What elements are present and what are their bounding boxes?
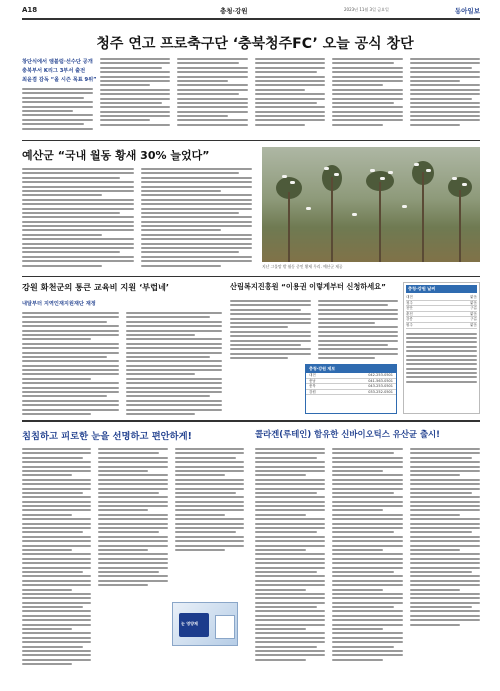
section-divider bbox=[22, 140, 480, 141]
lead-line: 창단식에서 엠블럼·선수단 공개 bbox=[22, 59, 93, 65]
gangwon-headline: 강원 화천군의 통큰 교육비 지원 ‘부럽네’ bbox=[22, 282, 170, 292]
issue-date: 2023년 11월 3일 금요일 bbox=[344, 7, 389, 12]
right-ad-headline: 콜라겐(루테인) 함유한 신바이오틱스 유산균 출시! bbox=[255, 429, 440, 439]
text-column bbox=[100, 58, 171, 134]
text-column bbox=[98, 448, 167, 680]
weather-row: 원주 맑음 bbox=[406, 322, 477, 327]
header-rule bbox=[22, 18, 480, 20]
weather-row: 천안 구름 bbox=[406, 306, 477, 311]
right-ad-body bbox=[255, 448, 480, 680]
stork-photo-caption: 지난 그물망 밖 월동 중인 황새 무리. 예산군 제공 bbox=[262, 264, 343, 269]
newspaper-logo: 동아일보 bbox=[454, 7, 480, 15]
product-package bbox=[172, 602, 238, 646]
weather-row: 강릉 구름 bbox=[406, 317, 477, 322]
section-divider bbox=[22, 276, 480, 277]
text-column bbox=[255, 58, 326, 134]
contact-box bbox=[305, 364, 397, 414]
text-column bbox=[22, 312, 119, 417]
text-column bbox=[141, 168, 253, 268]
lead-line: 최윤겸 감독 “올 시즌 목표 9위” bbox=[22, 77, 97, 83]
weather-box bbox=[403, 282, 480, 414]
forest-headline: 산림복지진흥원 “이용권 이렇게부터 신청하세요” bbox=[230, 282, 386, 291]
weather-row: 대전 맑음 bbox=[406, 295, 477, 299]
text-column bbox=[230, 300, 311, 360]
text-column bbox=[22, 88, 93, 134]
top-article-body bbox=[22, 88, 480, 134]
top-headline: 청주 연고 프로축구단 ‘충북청주FC’ 오늘 공식 창단 bbox=[96, 36, 414, 52]
text-column bbox=[126, 312, 223, 417]
lead-line: 충북부서 K리그 3부서 출전 bbox=[22, 68, 86, 74]
stork-headline: 예산군 “국내 월동 황새 30% 늘었다” bbox=[22, 149, 210, 162]
text-column bbox=[318, 300, 399, 360]
ad-divider bbox=[22, 420, 480, 422]
contact-row: 대전 042-253-0501 bbox=[306, 373, 396, 379]
text-column bbox=[332, 448, 402, 680]
text-column bbox=[410, 58, 481, 134]
stork-article-body bbox=[22, 168, 252, 268]
weather-row: 청주 맑음 bbox=[406, 300, 477, 305]
weather-title: 충청·강원 날씨 bbox=[406, 285, 477, 293]
section-name: 충청·강원 bbox=[220, 7, 248, 15]
contact-box-title: 충청·강원 제보 bbox=[306, 365, 396, 373]
weather-row: 춘천 맑음 bbox=[406, 311, 477, 316]
text-column bbox=[177, 58, 248, 134]
product-label: 눈 영양제 bbox=[181, 621, 198, 626]
text-column bbox=[255, 448, 325, 680]
gangwon-article-body bbox=[22, 312, 222, 417]
forest-article-body bbox=[230, 300, 398, 360]
weather-table-lines bbox=[406, 333, 477, 383]
gangwon-lead: 내달부터 지역인재지원재단 재정 bbox=[22, 301, 96, 307]
contact-row: 충북 043-253-0501 bbox=[306, 384, 396, 390]
text-column bbox=[332, 58, 403, 134]
contact-row: 강원 033-252-0501 bbox=[306, 390, 396, 396]
text-column bbox=[22, 168, 134, 268]
page-number: A18 bbox=[22, 6, 38, 14]
stork-photo bbox=[262, 147, 480, 262]
text-column bbox=[410, 448, 480, 680]
page-header bbox=[22, 6, 480, 18]
left-ad-headline: 침침하고 피로한 눈을 선명하고 편안하게! bbox=[22, 431, 192, 442]
text-column bbox=[22, 448, 91, 680]
contact-row: 충남 041-563-0501 bbox=[306, 379, 396, 385]
